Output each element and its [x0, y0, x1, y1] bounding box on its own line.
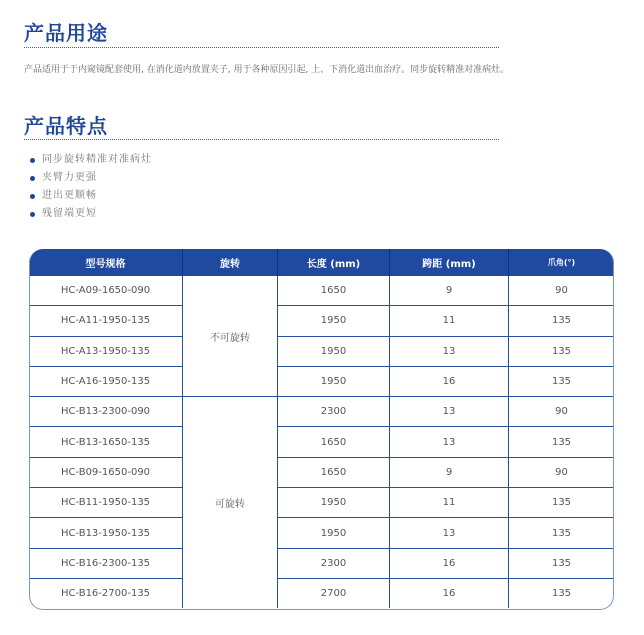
col-rotation: 旋转 [183, 249, 278, 276]
table-row [29, 305, 614, 335]
cell-length: 1950 [278, 517, 390, 547]
table-row [29, 366, 614, 396]
cell-angle: 135 [509, 336, 614, 366]
col-span: 跨距 (mm) [390, 249, 509, 276]
cell-angle: 90 [509, 457, 614, 487]
cell-model: HC-B13-2300-090 [29, 396, 183, 426]
cell-angle: 135 [509, 578, 614, 608]
cell-model: HC-B09-1650-090 [29, 457, 183, 487]
cell-span: 13 [390, 517, 509, 547]
usage-title: 产品用途 [24, 21, 108, 45]
features-divider [24, 139, 499, 140]
table-row [29, 517, 614, 547]
feature-item: 进出更顺畅 [30, 187, 152, 205]
cell-angle: 135 [509, 305, 614, 335]
cell-model: HC-B13-1650-135 [29, 426, 183, 456]
cell-length: 1950 [278, 487, 390, 517]
cell-span: 13 [390, 426, 509, 456]
cell-length: 1950 [278, 305, 390, 335]
cell-model: HC-A09-1650-090 [29, 276, 183, 305]
cell-span: 13 [390, 336, 509, 366]
cell-angle: 135 [509, 366, 614, 396]
cell-rotation: 不可旋转 [183, 276, 278, 396]
cell-model: HC-A16-1950-135 [29, 366, 183, 396]
cell-length: 1950 [278, 366, 390, 396]
cell-angle: 135 [509, 517, 614, 547]
cell-length: 2700 [278, 578, 390, 608]
features-list [30, 151, 152, 223]
cell-angle: 135 [509, 426, 614, 456]
cell-span: 9 [390, 457, 509, 487]
feature-item: 夹臂力更强 [30, 169, 152, 187]
cell-length: 1950 [278, 336, 390, 366]
cell-span: 13 [390, 396, 509, 426]
feature-item: 同步旋转精准对准病灶 [30, 151, 152, 169]
features-title: 产品特点 [24, 114, 108, 138]
cell-model: HC-B11-1950-135 [29, 487, 183, 517]
cell-angle: 135 [509, 487, 614, 517]
col-length: 长度 (mm) [278, 249, 390, 276]
table-row [29, 548, 614, 578]
cell-length: 1650 [278, 426, 390, 456]
bullet-icon [30, 194, 35, 199]
table-row [29, 426, 614, 456]
table-row [29, 336, 614, 366]
col-model: 型号规格 [29, 249, 183, 276]
cell-rotation: 可旋转 [183, 396, 278, 608]
cell-length: 2300 [278, 396, 390, 426]
cell-model: HC-A13-1950-135 [29, 336, 183, 366]
cell-span: 11 [390, 305, 509, 335]
bullet-icon [30, 176, 35, 181]
usage-divider [24, 47, 499, 48]
col-angle: 爪角(°) [509, 249, 614, 276]
bullet-icon [30, 158, 35, 163]
feature-item: 残留端更短 [30, 205, 152, 223]
cell-angle: 90 [555, 285, 568, 297]
cell-span: 16 [390, 366, 509, 396]
cell-angle: 90 [509, 396, 614, 426]
cell-length: 2300 [278, 548, 390, 578]
cell-model: HC-A11-1950-135 [29, 305, 183, 335]
cell-span: 16 [390, 578, 509, 608]
cell-model: HC-B16-2700-135 [29, 578, 183, 608]
cell-span: 11 [390, 487, 509, 517]
cell-model: HC-B13-1950-135 [29, 517, 183, 547]
table-row [29, 457, 614, 487]
table-row [29, 276, 614, 305]
cell-angle: 135 [509, 548, 614, 578]
cell-span: 16 [390, 548, 509, 578]
cell-span: 9 [390, 276, 509, 305]
table-header-row [29, 249, 614, 276]
table-row [29, 578, 614, 608]
table-row [29, 396, 614, 426]
usage-description: 产品适用于于内窥镜配套使用, 在消化道内放置夹子, 用于各种原因引起, 上、下消化道出血治疗。同步旋转精准对准病灶。 [24, 65, 510, 75]
cell-length: 1650 [278, 457, 390, 487]
spec-table [29, 249, 614, 608]
bullet-icon [30, 212, 35, 217]
cell-length: 1650 [278, 276, 390, 305]
table-row [29, 487, 614, 517]
cell-model: HC-B16-2300-135 [29, 548, 183, 578]
